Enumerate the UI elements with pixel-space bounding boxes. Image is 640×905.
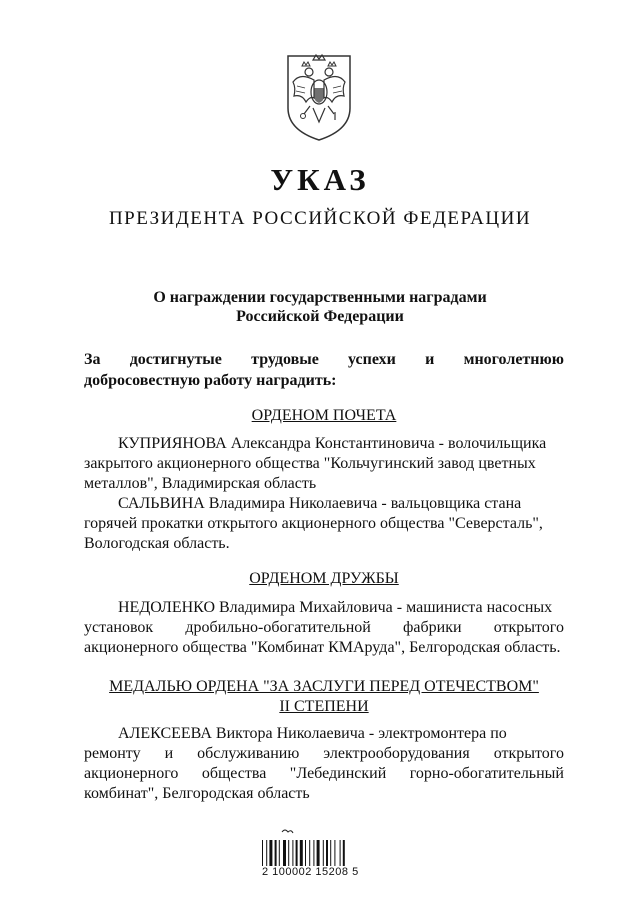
barcode-bar — [323, 840, 324, 866]
intro-line-1 — [84, 349, 564, 370]
intro-word: многолетнюю — [463, 351, 564, 368]
entry-line: АЛЕКСЕЕВА Виктора Николаевича - электромонтера по — [118, 725, 507, 742]
barcode-bar — [340, 840, 341, 866]
entry-word: ремонту — [84, 745, 141, 762]
decree-subtitle: ПРЕЗИДЕНТА РОССИЙСКОЙ ФЕДЕРАЦИИ — [108, 208, 532, 229]
section-title-line-1: МЕДАЛЬЮ ОРДЕНА "ЗА ЗАСЛУГИ ПЕРЕД ОТЕЧЕСТВОМ" — [109, 678, 539, 695]
barcode-bar — [262, 840, 263, 866]
barcode-bar — [288, 840, 289, 866]
entry-word: открытого — [493, 619, 564, 636]
intro-paragraph — [84, 349, 564, 391]
barcode-bar — [300, 840, 303, 866]
entry-word: акционерного — [84, 765, 179, 782]
entry-line: НЕДОЛЕНКО Владимира Михайловича - машиниста насосных — [118, 599, 553, 616]
entry-line: САЛЬВИНА Владимира Николаевича - вальцовщика стана — [118, 495, 522, 512]
barcode-bar — [305, 840, 306, 866]
intro-word: трудовые — [251, 351, 319, 368]
barcode-bar — [330, 840, 331, 866]
section-title-line-2: II СТЕПЕНИ — [279, 698, 369, 715]
entry-line: акционерного общества "Комбинат КМАруда", Белгородская область. — [84, 639, 561, 656]
barcode-bar — [326, 840, 328, 866]
barcode-bar — [292, 840, 293, 866]
section-title-order-of-friendship: ОРДЕНОМ ДРУЖБЫ — [249, 570, 399, 587]
award-entry — [84, 724, 564, 804]
entry-word: электрооборудования — [323, 745, 470, 762]
decree-title: УКАЗ — [270, 162, 370, 197]
barcode-number: 2 100002 15208 5 — [262, 866, 359, 878]
award-entry — [84, 494, 564, 554]
award-entry — [84, 598, 564, 658]
barcode-bar — [296, 840, 298, 866]
entry-word: "Лебединский — [289, 765, 387, 782]
intro-word: и — [425, 351, 435, 368]
barcode-bar — [317, 840, 320, 866]
intro-word: успехи — [348, 351, 396, 368]
entry-word: дробильно-обогатительной — [185, 619, 371, 636]
entry-line: металлов", Владимирская область — [84, 475, 317, 492]
decree-heading — [60, 288, 580, 326]
entry-word: и — [164, 745, 174, 762]
entry-word: общества — [201, 765, 267, 782]
entry-word: открытого — [493, 745, 564, 762]
barcode-bar — [269, 840, 272, 866]
entry-line: комбинат", Белгородская область — [84, 785, 310, 802]
entry-line: горячей прокатки открытого акционерного общества "Северсталь", — [84, 515, 543, 532]
barcode-bar — [283, 840, 286, 866]
heading-line-2: Российской Федерации — [236, 308, 404, 325]
entry-line — [84, 744, 564, 764]
entry-word: установок — [84, 619, 154, 636]
intro-word: достигнутые — [129, 351, 222, 368]
coat-of-arms-icon — [280, 46, 358, 142]
heading-line-1: О награждении государственными наградами — [153, 289, 487, 306]
section-title-order-of-honour: ОРДЕНОМ ПОЧЕТА — [251, 407, 397, 424]
barcode-bar — [266, 840, 267, 866]
entry-line — [84, 618, 564, 638]
section-title-medal-of-order — [84, 677, 564, 717]
intro-word: За — [84, 351, 101, 368]
barcode-bar — [334, 840, 335, 866]
entry-line: закрытого акционерного общества "Кольчугинский завод цветных — [84, 455, 536, 472]
entry-word: фабрики — [403, 619, 462, 636]
entry-line — [84, 764, 564, 784]
entry-word: обслуживанию — [197, 745, 300, 762]
barcode-bar — [343, 840, 345, 866]
entry-line: КУПРИЯНОВА Александра Константиновича - волочильщика — [118, 435, 547, 452]
award-entry — [84, 434, 564, 494]
barcode-bar — [275, 840, 277, 866]
barcode-bar — [279, 840, 280, 866]
intro-line-2: добросовестную работу наградить: — [84, 372, 337, 389]
entry-line: Вологодская область. — [84, 535, 230, 552]
barcode-bar — [313, 840, 314, 866]
barcode-bar — [309, 840, 310, 866]
entry-word: горно-обогатительный — [409, 765, 564, 782]
